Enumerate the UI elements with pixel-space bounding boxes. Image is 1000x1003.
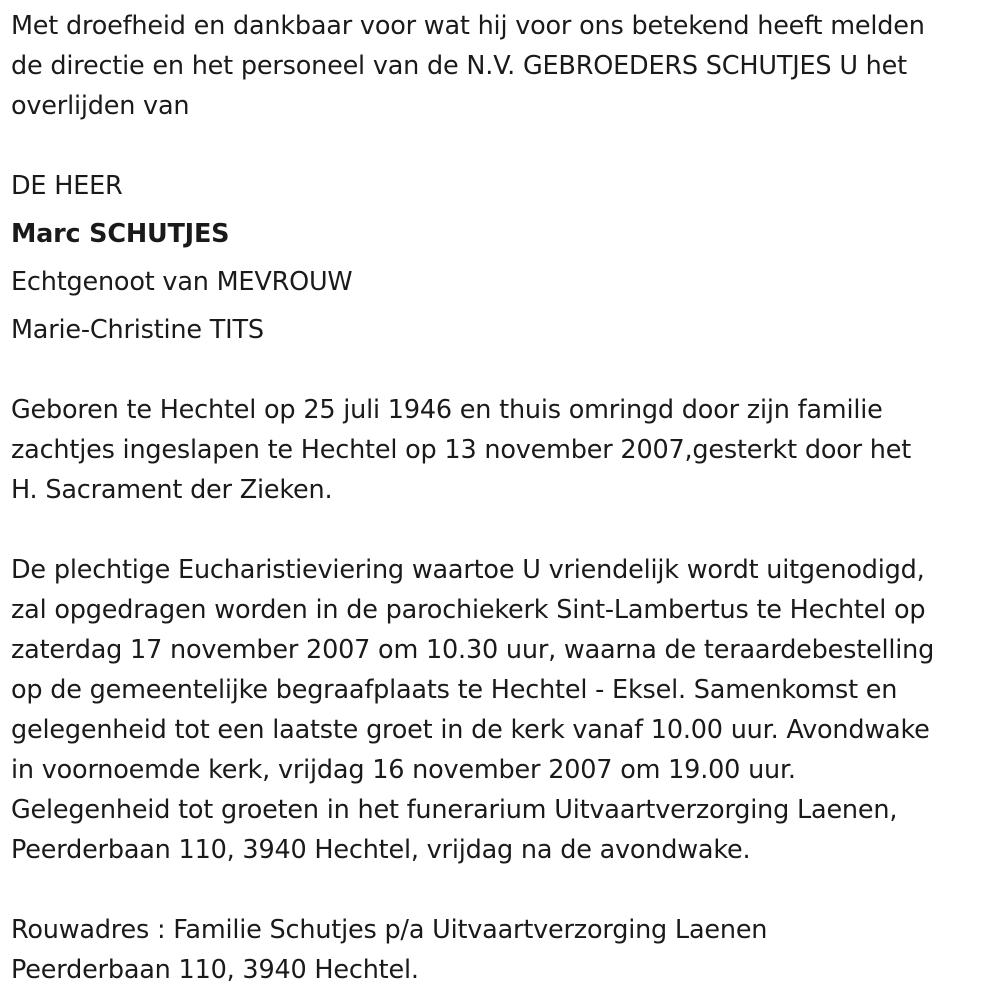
ceremony-line: op de gemeentelijke begraafplaats te Hechtel - Eksel. Samenkomst en <box>11 675 898 705</box>
intro-line: Met droefheid en dankbaar voor wat hij voor ons betekend heeft melden <box>11 11 925 41</box>
birth-death-line: zachtjes ingeslapen te Hechtel op 13 november 2007,gesterkt door het <box>11 435 912 465</box>
spouse-label: Echtgenoot van MEVROUW <box>11 267 353 297</box>
birth-death-paragraph <box>11 390 911 510</box>
ceremony-line: zal opgedragen worden in de parochiekerk Sint-Lambertus te Hechtel op <box>11 595 926 625</box>
intro-line: overlijden van <box>11 91 190 121</box>
ceremony-line: Gelegenheid tot groeten in het funerarium Uitvaartverzorging Laenen, <box>11 795 898 825</box>
ceremony-paragraph <box>11 550 934 870</box>
ceremony-line: zaterdag 17 november 2007 om 10.30 uur, waarna de teraardebestelling <box>11 635 935 665</box>
mourning-address-paragraph <box>11 910 767 990</box>
birth-death-line: H. Sacrament der Zieken. <box>11 475 333 505</box>
ceremony-line: in voornoemde kerk, vrijdag 16 november 2007 om 19.00 uur. <box>11 755 796 785</box>
ceremony-line: gelegenheid tot een laatste groet in de kerk vanaf 10.00 uur. Avondwake <box>11 715 930 745</box>
deceased-title: DE HEER <box>11 171 123 201</box>
ceremony-line: Peerderbaan 110, 3940 Hechtel, vrijdag na de avondwake. <box>11 835 751 865</box>
birth-death-line: Geboren te Hechtel op 25 juli 1946 en thuis omringd door zijn familie <box>11 395 883 425</box>
spouse-name: Marie-Christine TITS <box>11 315 264 345</box>
ceremony-line: De plechtige Eucharistieviering waartoe U vriendelijk wordt uitgenodigd, <box>11 555 925 585</box>
mourning-address-line: Peerderbaan 110, 3940 Hechtel. <box>11 955 419 985</box>
intro-paragraph <box>11 6 925 126</box>
mourning-address-line: Rouwadres : Familie Schutjes p/a Uitvaartverzorging Laenen <box>11 915 768 945</box>
intro-line: de directie en het personeel van de N.V. GEBROEDERS SCHUTJES U het <box>11 51 907 81</box>
deceased-name: Marc SCHUTJES <box>11 219 230 249</box>
